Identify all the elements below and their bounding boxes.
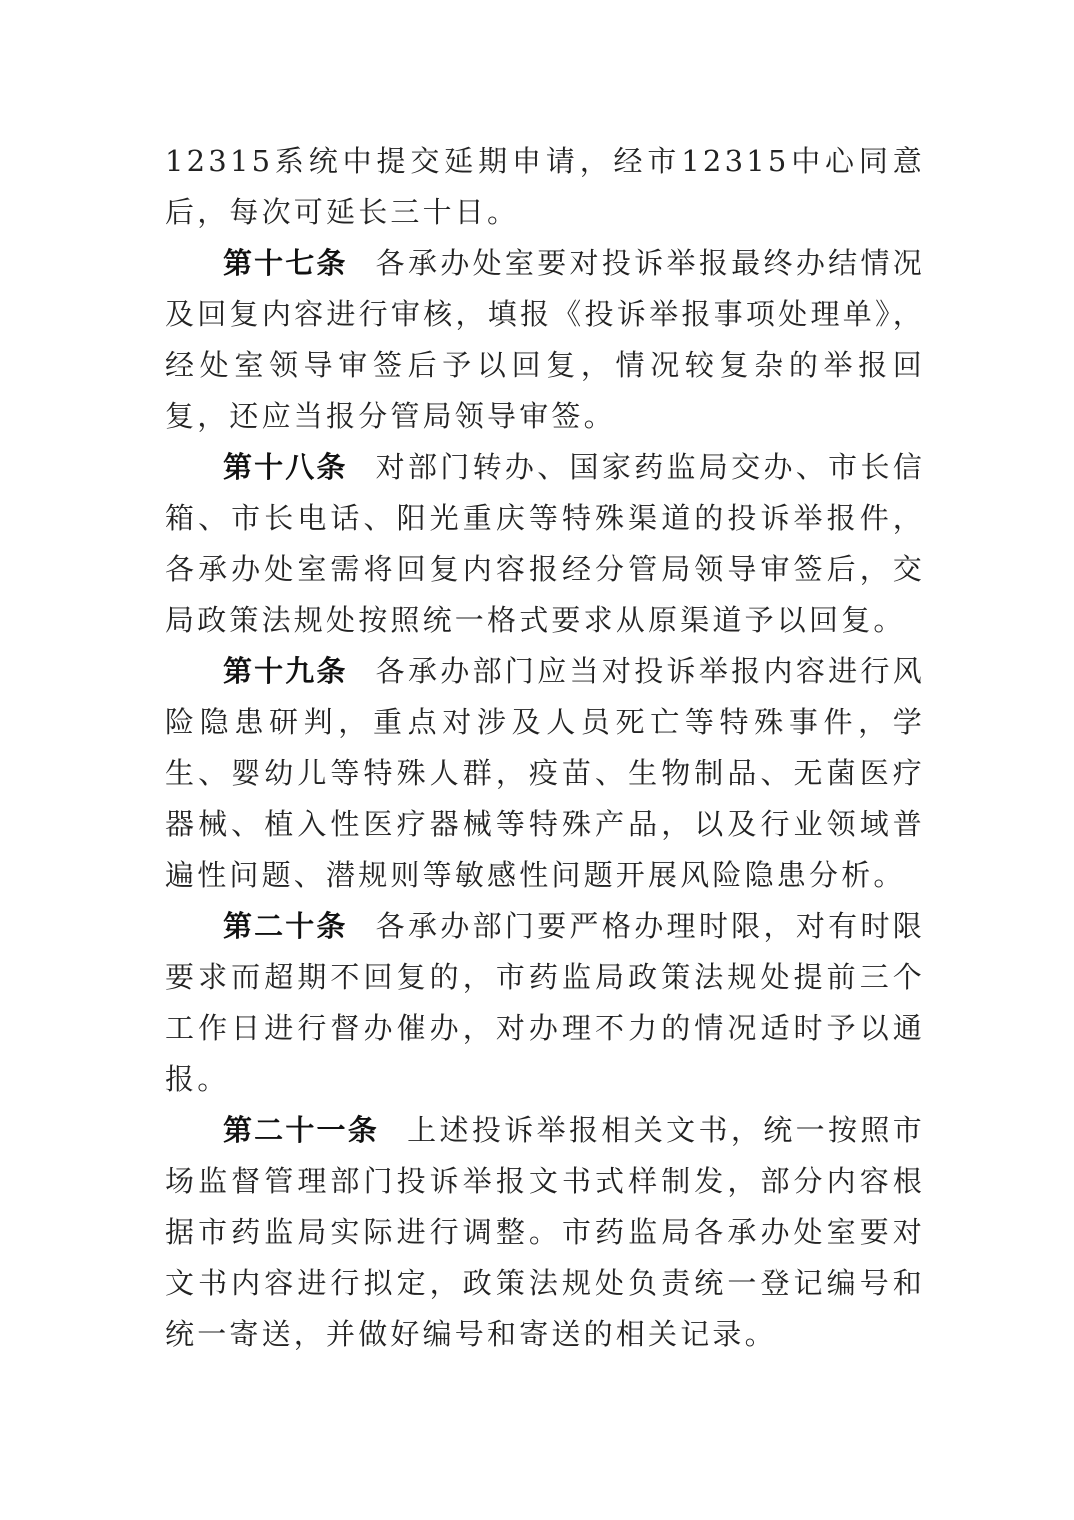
paragraph-text: 各承办部门应当对投诉举报内容进行风险隐患研判，重点对涉及人员死亡等特殊事件，学生、婴幼儿等特殊人群，疫苗、生物制品、无菌医疗器械、植入性医疗器械等特殊产品，以及行业领域普遍性问题、潜规则等敏感性问题开展风险隐患分析。 bbox=[165, 654, 925, 892]
article-19 bbox=[165, 646, 925, 901]
article-number: 第十九条 bbox=[223, 654, 348, 688]
article-number: 第二十条 bbox=[223, 909, 348, 943]
paragraph-text: 对部门转办、国家药监局交办、市长信箱、市长电话、阳光重庆等特殊渠道的投诉举报件，各承办处室需将回复内容报经分管局领导审签后，交局政策法规处按照统一格式要求从原渠道予以回复。 bbox=[165, 450, 925, 637]
article-number: 第二十一条 bbox=[223, 1113, 379, 1147]
article-18 bbox=[165, 442, 925, 646]
document-page bbox=[165, 136, 925, 1360]
article-number: 第十八条 bbox=[223, 450, 348, 484]
article-number: 第十七条 bbox=[223, 246, 348, 280]
paragraph-text: 上述投诉举报相关文书，统一按照市场监督管理部门投诉举报文书式样制发，部分内容根据市药监局实际进行调整。市药监局各承办处室要对文书内容进行拟定，政策法规处负责统一登记编号和统一寄送，并做好编号和寄送的相关记录。 bbox=[165, 1113, 925, 1351]
paragraph-continuation bbox=[165, 136, 925, 238]
paragraph-text: 12315系统中提交延期申请，经市12315中心同意后，每次可延长三十日。 bbox=[165, 144, 925, 229]
paragraph-text: 各承办部门要严格办理时限，对有时限要求而超期不回复的，市药监局政策法规处提前三个工作日进行督办催办，对办理不力的情况适时予以通报。 bbox=[165, 909, 925, 1096]
article-20 bbox=[165, 901, 925, 1105]
paragraph-text: 各承办处室要对投诉举报最终办结情况及回复内容进行审核，填报《投诉举报事项处理单》，经处室领导审签后予以回复，情况较复杂的举报回复，还应当报分管局领导审签。 bbox=[165, 246, 925, 433]
article-17 bbox=[165, 238, 925, 442]
article-21 bbox=[165, 1105, 925, 1360]
